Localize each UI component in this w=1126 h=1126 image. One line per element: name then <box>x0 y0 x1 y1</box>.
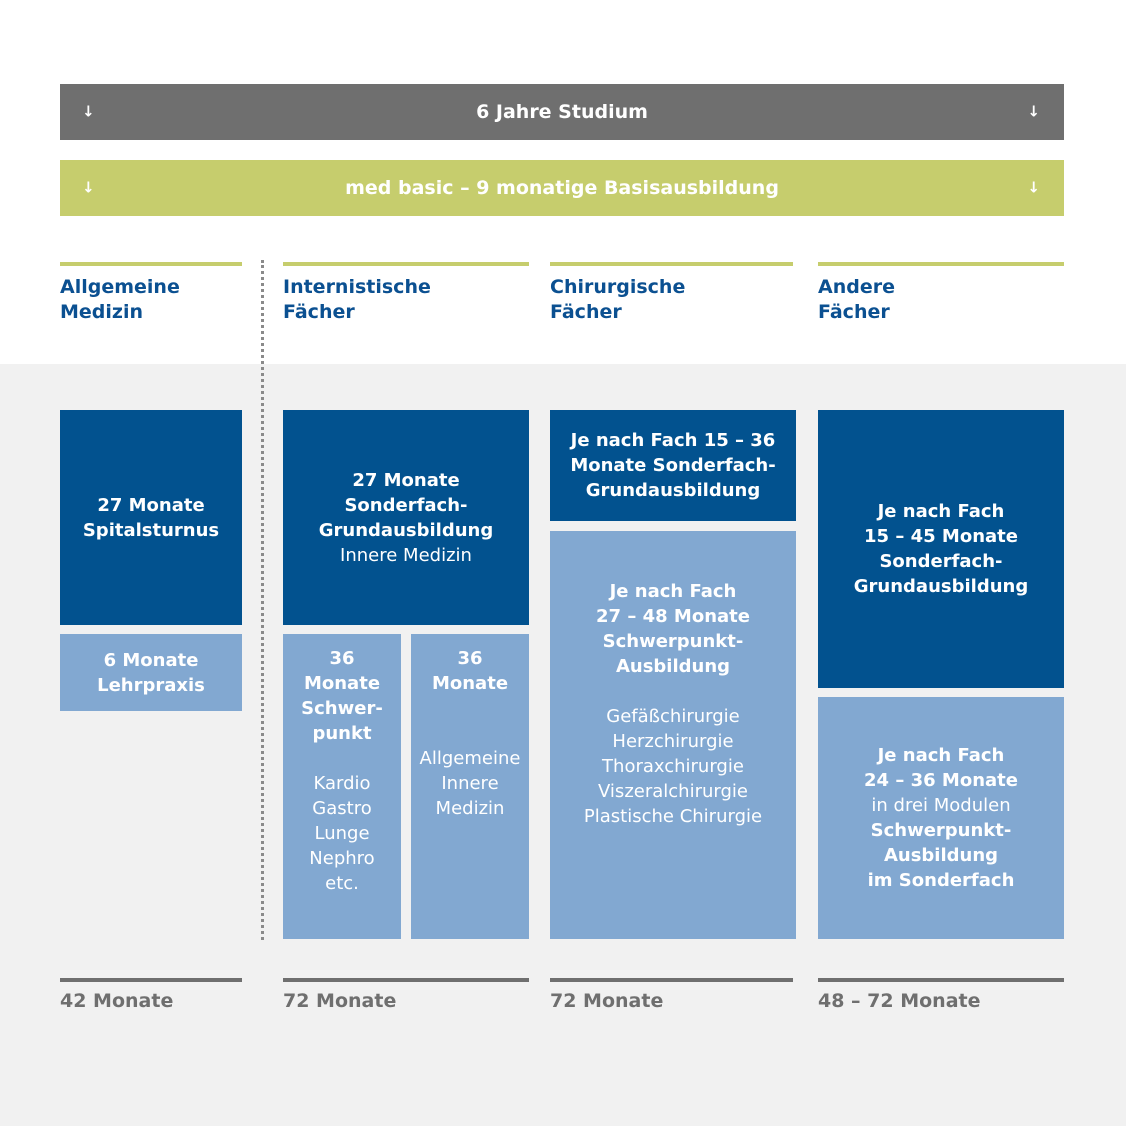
box-text: Monate <box>431 673 509 694</box>
box-text: in drei Modulen <box>871 795 1011 816</box>
studium-bar <box>60 84 1064 140</box>
arrow-down-icon: ↓ <box>82 178 95 197</box>
box-text: Allgemeine <box>419 748 521 769</box>
box-text: im Sonderfach <box>867 870 1015 891</box>
box-text: 24 – 36 Monate <box>864 770 1018 791</box>
box-text: Lunge <box>314 823 370 844</box>
box-text: etc. <box>325 873 359 894</box>
box-text: Schwerpunkt- <box>602 631 744 652</box>
box-text: Innere Medizin <box>340 544 472 566</box>
arrow-down-icon: ↓ <box>82 102 95 121</box>
box-text: Je nach Fach <box>877 501 1005 522</box>
column-heading-allgemein <box>60 262 242 325</box>
box-text: Sonderfach- <box>344 494 468 516</box>
box-text: Schwerpunkt- <box>870 820 1012 841</box>
heading-line: Chirurgische <box>550 276 686 298</box>
box-text: Plastische Chirurgie <box>583 806 763 827</box>
total-andere: 48 – 72 Monate <box>818 978 1064 1012</box>
box-text: Grundausbildung <box>318 519 494 541</box>
column-heading-andere <box>818 262 1064 325</box>
heading-line: Fächer <box>550 301 622 323</box>
box-text: Monate Sonderfach- <box>570 455 776 476</box>
box-chir-grundausbildung <box>550 410 796 521</box>
box-int-grundausbildung <box>283 410 529 625</box>
total-allgemein: 42 Monate <box>60 978 242 1012</box>
box-text: 27 Monate <box>352 469 460 491</box>
box-text: Thoraxchirurgie <box>602 756 744 777</box>
arrow-down-icon: ↓ <box>1027 178 1040 197</box>
heading-line: Fächer <box>283 301 355 323</box>
box-text: punkt <box>312 723 372 744</box>
box-int-schwerpunkt <box>283 634 401 939</box>
box-text: Grundausbildung <box>585 480 761 501</box>
column-heading-internistisch <box>283 262 529 325</box>
box-text: Medizin <box>435 798 505 819</box>
box-andere-schwerpunkt <box>818 697 1064 939</box>
studium-label: 6 Jahre Studium <box>476 101 648 123</box>
heading-line: Medizin <box>60 301 144 323</box>
heading-line: Allgemeine <box>60 276 180 298</box>
box-text: Nephro <box>309 848 375 869</box>
heading-line: Andere <box>818 276 895 298</box>
box-text: Innere <box>441 773 499 794</box>
box-text: 6 Monate <box>103 649 199 671</box>
arrow-down-icon: ↓ <box>1027 102 1040 121</box>
box-text: 15 – 45 Monate <box>864 526 1018 547</box>
heading-line: Fächer <box>818 301 890 323</box>
box-text: 27 Monate <box>97 494 205 516</box>
box-text: Lehrpraxis <box>97 674 205 696</box>
box-chir-schwerpunkt <box>550 531 796 939</box>
box-text: Herzchirurgie <box>612 731 734 752</box>
box-text: Ausbildung <box>883 845 999 866</box>
box-lehrpraxis <box>60 634 242 711</box>
box-text: Gefäßchirurgie <box>606 706 740 727</box>
box-text: Monate <box>303 673 381 694</box>
box-text: Spitalsturnus <box>82 519 220 541</box>
box-text: Je nach Fach <box>877 745 1005 766</box>
box-text: Je nach Fach 15 – 36 <box>570 430 776 451</box>
box-text: Gastro <box>312 798 372 819</box>
box-text: Ausbildung <box>615 656 731 677</box>
heading-line: Internistische <box>283 276 431 298</box>
box-text: Grundausbildung <box>853 576 1029 597</box>
box-text: Viszeralchirurgie <box>598 781 748 802</box>
basic-label: med basic – 9 monatige Basisausbildung <box>345 177 779 199</box>
box-text: Sonderfach- <box>879 551 1003 572</box>
box-text: Schwer- <box>301 698 383 719</box>
total-chirurgisch: 72 Monate <box>550 978 793 1012</box>
basic-bar <box>60 160 1064 216</box>
box-text: 36 <box>457 648 483 669</box>
box-text: Kardio <box>313 773 371 794</box>
box-spitalsturnus <box>60 410 242 625</box>
dotted-divider <box>261 260 264 940</box>
box-text: Je nach Fach <box>609 581 737 602</box>
total-internistisch: 72 Monate <box>283 978 529 1012</box>
box-andere-grundausbildung <box>818 410 1064 688</box>
box-int-allgemein <box>411 634 529 939</box>
box-text: 27 – 48 Monate <box>596 606 750 627</box>
box-text: 36 <box>329 648 355 669</box>
column-heading-chirurgisch <box>550 262 793 325</box>
